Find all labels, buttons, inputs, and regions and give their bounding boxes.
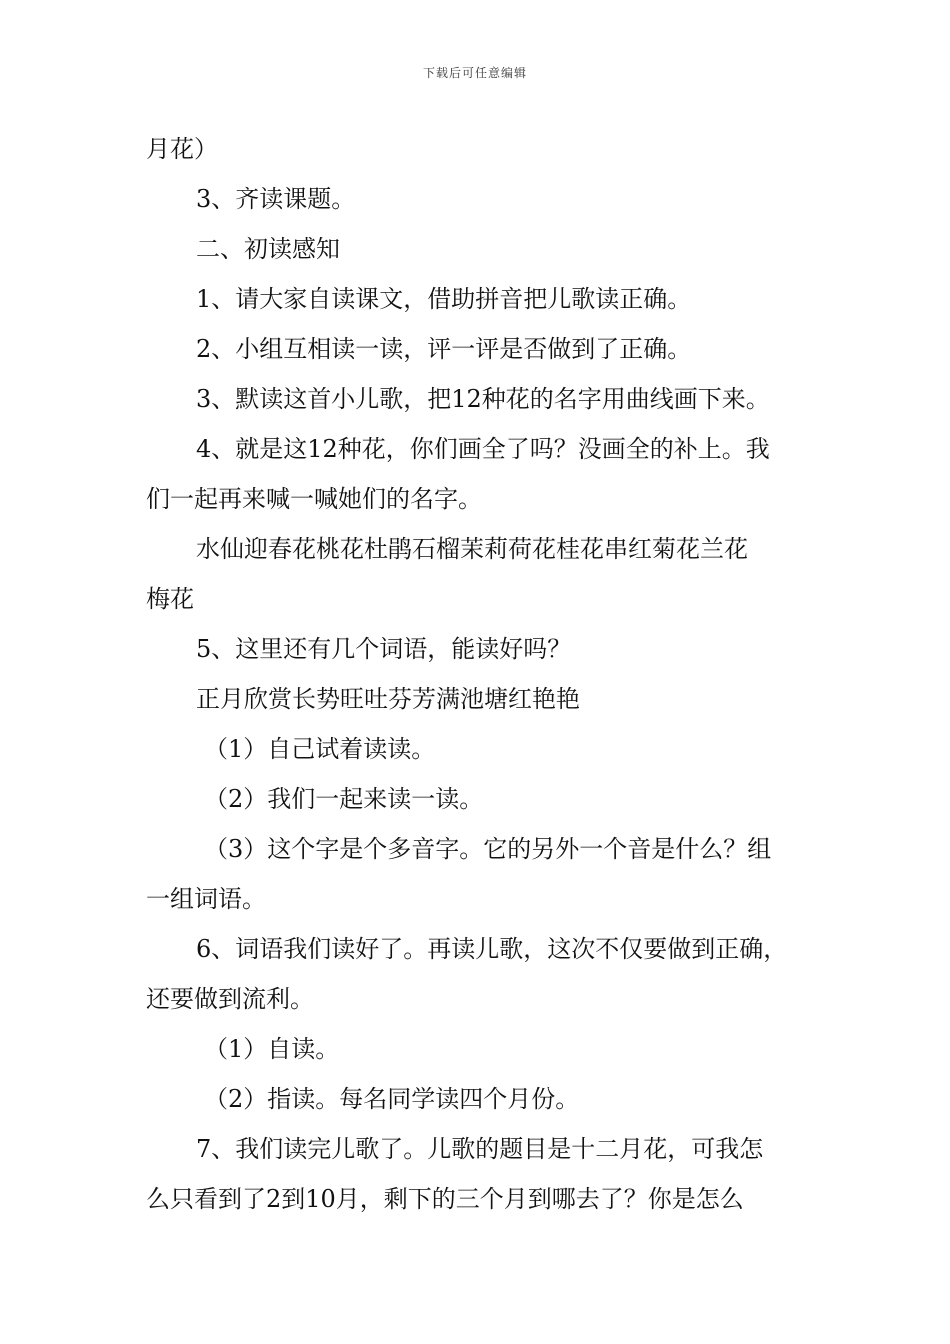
text-line: 一组词语。 bbox=[146, 885, 266, 913]
text-line: 1、请大家自读课文，借助拼音把儿歌读正确。 bbox=[196, 285, 692, 313]
flower-names-line: 梅花 bbox=[146, 585, 194, 613]
text-line: 5、这里还有几个词语，能读好吗？ bbox=[196, 635, 572, 663]
text-line: 4、就是这12种花，你们画全了吗？没画全的补上。我 bbox=[196, 435, 770, 463]
text-line: （3）这个字是个多音字。它的另外一个音是什么？组 bbox=[204, 835, 772, 863]
flower-names-line: 水仙迎春花桃花杜鹃石榴茉莉荷花桂花串红菊花兰花 bbox=[196, 535, 748, 563]
vocabulary-line: 正月欣赏长势旺吐芬芳满池塘红艳艳 bbox=[196, 685, 580, 713]
section-heading: 二、初读感知 bbox=[196, 235, 340, 263]
text-line: 月花） bbox=[146, 135, 218, 163]
text-line: （2）我们一起来读一读。 bbox=[204, 785, 484, 813]
text-line: 还要做到流利。 bbox=[146, 985, 314, 1013]
text-line: 7、我们读完儿歌了。儿歌的题目是十二月花，可我怎 bbox=[196, 1135, 764, 1163]
text-line: （1）自己试着读读。 bbox=[204, 735, 436, 763]
text-line: 6、词语我们读好了。再读儿歌，这次不仅要做到正确， bbox=[196, 935, 788, 963]
text-line: 么只看到了2到10月，剩下的三个月到哪去了？你是怎么 bbox=[146, 1185, 744, 1213]
text-line: 们一起再来喊一喊她们的名字。 bbox=[146, 485, 482, 513]
text-line: 3、齐读课题。 bbox=[196, 185, 356, 213]
text-line: 2、小组互相读一读，评一评是否做到了正确。 bbox=[196, 335, 692, 363]
text-line: （2）指读。每名同学读四个月份。 bbox=[204, 1085, 580, 1113]
text-line: （1）自读。 bbox=[204, 1035, 340, 1063]
text-line: 3、默读这首小儿歌，把12种花的名字用曲线画下来。 bbox=[196, 385, 770, 413]
document-body bbox=[146, 124, 816, 1224]
page-header-note: 下载后可任意编辑 bbox=[422, 66, 527, 80]
